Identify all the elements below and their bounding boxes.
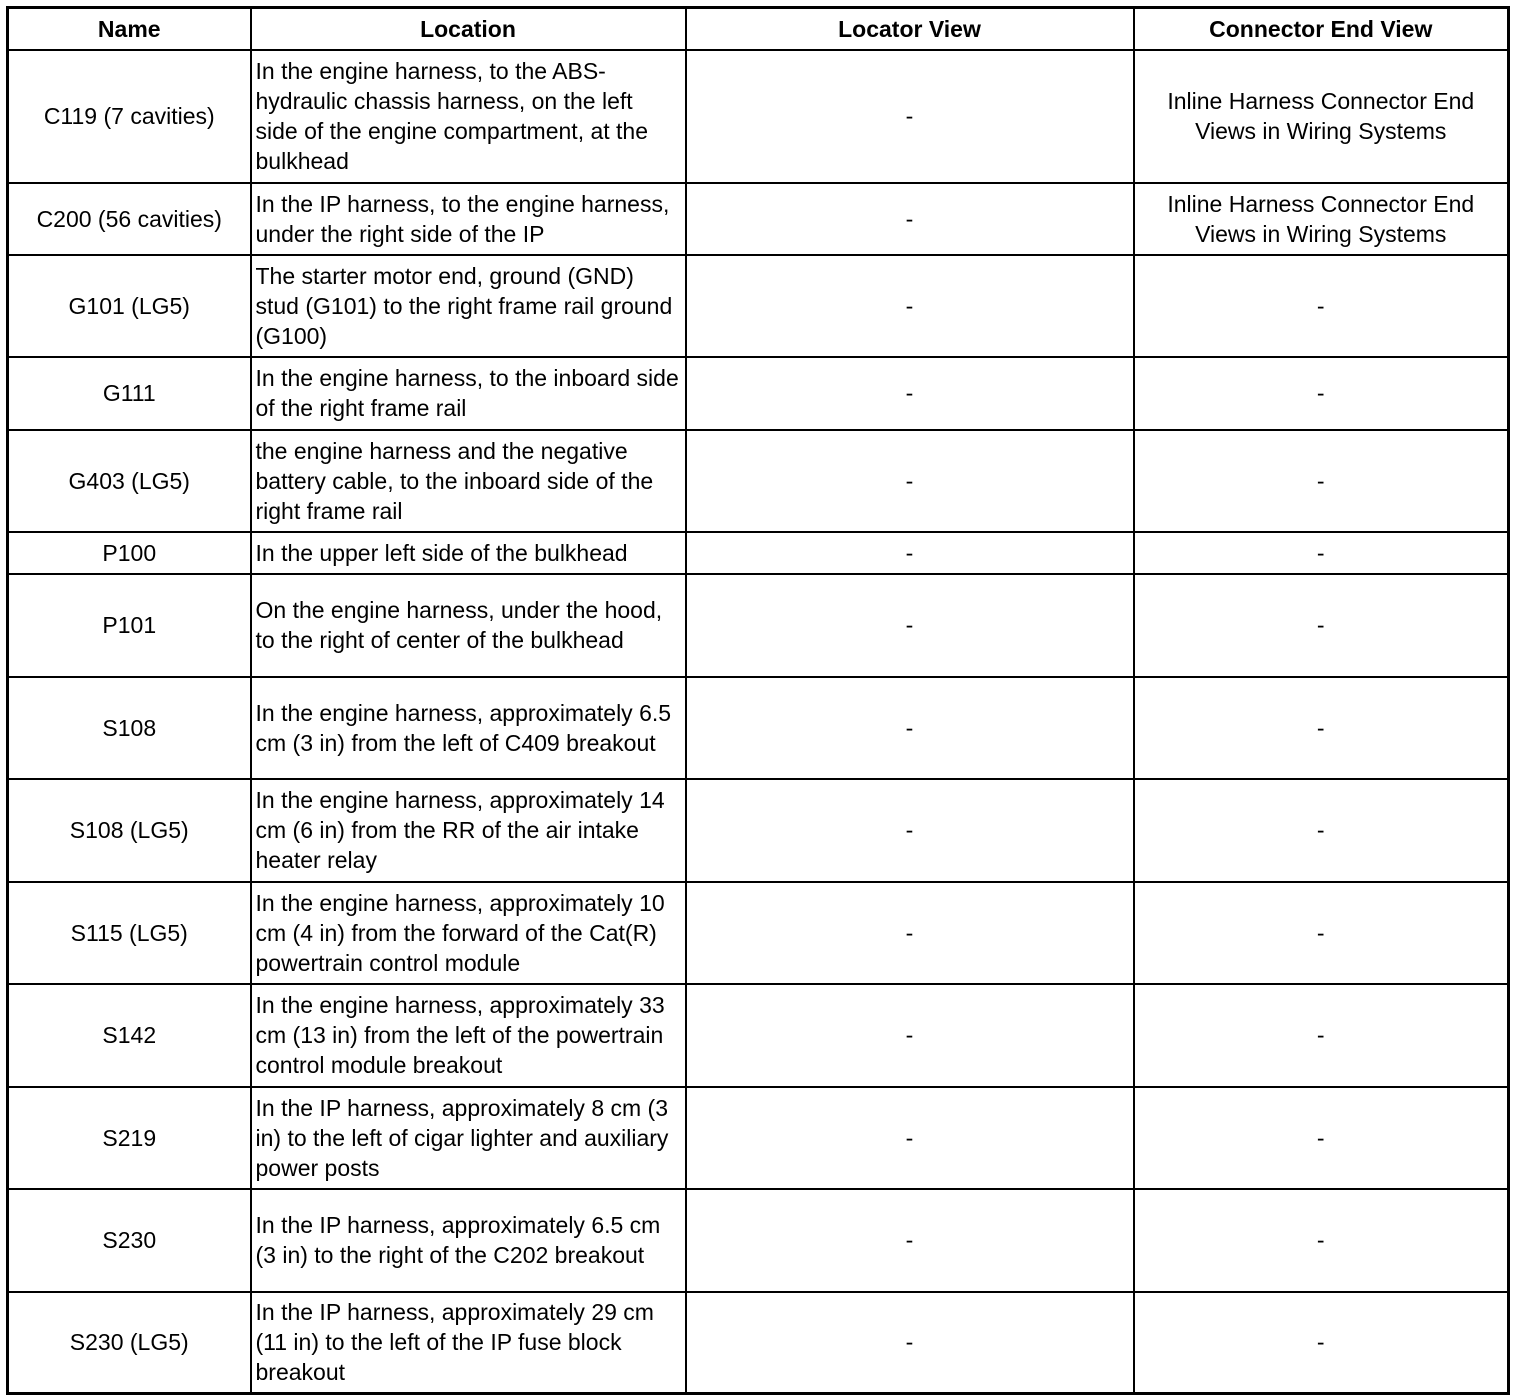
location-cell: In the IP harness, approximately 29 cm (11 in) to the left of the IP fuse block breakout	[251, 1292, 686, 1394]
location-cell: In the IP harness, to the engine harness, under the right side of the IP	[251, 183, 686, 255]
connector-end-view-cell: -	[1134, 357, 1509, 430]
name-cell: S230	[8, 1189, 251, 1292]
location-cell: In the engine harness, approximately 6.5 cm (3 in) from the left of C409 breakout	[251, 677, 686, 779]
header-locator-view: Locator View	[686, 8, 1134, 50]
connector-end-view-cell: -	[1134, 532, 1509, 574]
table-row	[8, 1292, 1509, 1394]
table-row	[8, 677, 1509, 779]
header-location: Location	[251, 8, 686, 50]
table-row	[8, 1087, 1509, 1189]
location-cell: In the engine harness, to the ABS-hydraulic chassis harness, on the left side of the engine compartment, at the bulkhead	[251, 50, 686, 183]
name-cell: G111	[8, 357, 251, 430]
connector-end-view-cell: -	[1134, 574, 1509, 677]
header-row	[8, 8, 1509, 50]
header-name: Name	[8, 8, 251, 50]
table-row	[8, 430, 1509, 532]
name-cell: P101	[8, 574, 251, 677]
name-cell: G403 (LG5)	[8, 430, 251, 532]
connector-end-view-cell: -	[1134, 1189, 1509, 1292]
table-row	[8, 1189, 1509, 1292]
name-cell: S108	[8, 677, 251, 779]
table-header	[8, 8, 1509, 50]
locator-view-cell: -	[686, 532, 1134, 574]
table-row	[8, 183, 1509, 255]
location-cell: In the IP harness, approximately 6.5 cm (3 in) to the right of the C202 breakout	[251, 1189, 686, 1292]
location-cell: On the engine harness, under the hood, to the right of center of the bulkhead	[251, 574, 686, 677]
locator-view-cell: -	[686, 430, 1134, 532]
name-cell: P100	[8, 532, 251, 574]
component-locator-table	[6, 6, 1510, 1395]
table-row	[8, 882, 1509, 984]
locator-view-cell: -	[686, 1087, 1134, 1189]
location-cell: In the engine harness, to the inboard side of the right frame rail	[251, 357, 686, 430]
connector-end-view-cell: -	[1134, 984, 1509, 1087]
location-cell: the engine harness and the negative battery cable, to the inboard side of the right frame rail	[251, 430, 686, 532]
connector-end-view-cell: Inline Harness Connector End Views in Wiring Systems	[1134, 50, 1509, 183]
name-cell: S219	[8, 1087, 251, 1189]
location-cell: In the IP harness, approximately 8 cm (3 in) to the left of cigar lighter and auxiliary power posts	[251, 1087, 686, 1189]
locator-view-cell: -	[686, 1189, 1134, 1292]
connector-end-view-cell: Inline Harness Connector End Views in Wiring Systems	[1134, 183, 1509, 255]
location-cell: In the upper left side of the bulkhead	[251, 532, 686, 574]
locator-view-cell: -	[686, 574, 1134, 677]
connector-end-view-cell: -	[1134, 882, 1509, 984]
name-cell: S142	[8, 984, 251, 1087]
header-connector-end-view: Connector End View	[1134, 8, 1509, 50]
table-row	[8, 357, 1509, 430]
table-row	[8, 779, 1509, 882]
locator-view-cell: -	[686, 183, 1134, 255]
connector-end-view-cell: -	[1134, 677, 1509, 779]
locator-view-cell: -	[686, 779, 1134, 882]
table-row	[8, 255, 1509, 357]
locator-view-cell: -	[686, 357, 1134, 430]
table-row	[8, 574, 1509, 677]
connector-end-view-cell: -	[1134, 779, 1509, 882]
locator-view-cell: -	[686, 255, 1134, 357]
name-cell: S230 (LG5)	[8, 1292, 251, 1394]
location-cell: In the engine harness, approximately 10 cm (4 in) from the forward of the Cat(R) powertrain control module	[251, 882, 686, 984]
name-cell: S108 (LG5)	[8, 779, 251, 882]
location-cell: In the engine harness, approximately 33 cm (13 in) from the left of the powertrain control module breakout	[251, 984, 686, 1087]
name-cell: G101 (LG5)	[8, 255, 251, 357]
connector-end-view-cell: -	[1134, 255, 1509, 357]
table-row	[8, 50, 1509, 183]
location-cell: In the engine harness, approximately 14 cm (6 in) from the RR of the air intake heater relay	[251, 779, 686, 882]
locator-view-cell: -	[686, 984, 1134, 1087]
name-cell: C200 (56 cavities)	[8, 183, 251, 255]
connector-end-view-cell: -	[1134, 1087, 1509, 1189]
table-row	[8, 984, 1509, 1087]
location-cell: The starter motor end, ground (GND) stud (G101) to the right frame rail ground (G100)	[251, 255, 686, 357]
table-body	[8, 50, 1509, 1394]
connector-end-view-cell: -	[1134, 1292, 1509, 1394]
locator-view-cell: -	[686, 677, 1134, 779]
name-cell: C119 (7 cavities)	[8, 50, 251, 183]
table-row	[8, 532, 1509, 574]
name-cell: S115 (LG5)	[8, 882, 251, 984]
locator-view-cell: -	[686, 1292, 1134, 1394]
locator-view-cell: -	[686, 50, 1134, 183]
connector-end-view-cell: -	[1134, 430, 1509, 532]
locator-view-cell: -	[686, 882, 1134, 984]
